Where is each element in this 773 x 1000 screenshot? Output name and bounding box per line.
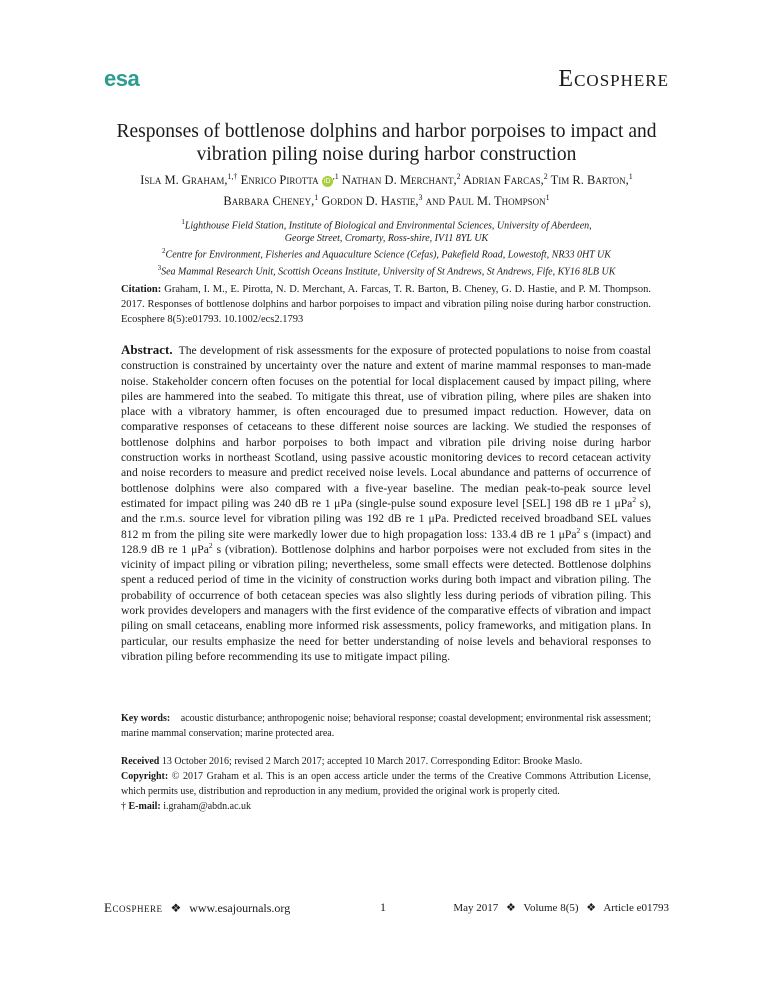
affiliations [110, 216, 663, 278]
abstract-text: s (vibration). Bottlenose dolphins and harbor porpoises were not excluded from sites in the vicinity of impact piling or vibration piling; nevertheless, some small effects were detected. Bottlenose dolphins spent a reduced period of time in the vicinity of construction works during both impact and vibration piling. The probability of occurrence of both cetacean species was also slightly less during periods of vibration piling. This work provides developers and managers with the first evidence of the comparative effects of vibration and impact piling on small cetaceans, enabling more informed risk assessments, policy frameworks, and mitigation plans. In particular, our results emphasize the need for better understanding of noise levels and behavioral responses to vibration piling before recommending its use to mitigate impact piling. [121, 542, 651, 663]
affiliation-line: George Street, Cromarty, Ross-shire, IV11 8YL UK [284, 233, 489, 245]
journal-name: Ecosphere [558, 66, 669, 92]
footer-volume: Volume 8(5) [523, 902, 579, 914]
footer-date: May 2017 [453, 902, 499, 914]
citation-label: Citation: [121, 284, 162, 295]
copyright-label: Copyright: [121, 771, 169, 782]
citation [121, 282, 651, 327]
author-conjunction: and [425, 194, 446, 209]
author-name: Enrico Pirotta [240, 173, 319, 188]
affiliation-line: $^3$Sea Mammal Research Unit, Scottish Oceans Institute, University of St Andrews, St Andrews, Fife, KY16 8LB UK [157, 263, 616, 277]
diamond-separator-icon: ❖ [170, 901, 182, 915]
citation-text: Graham, I. M., E. Pirotta, N. D. Merchant, A. Farcas, T. R. Barton, B. Cheney, G. D. Hastie, and P. M. Thompson. 2017. Responses of bottlenose dolphins and harbor porpoises to impact and vibration piling noise during harbor construction. Ecosphere 8(5):e01793. 10.1002/ecs2.1793 [121, 284, 651, 325]
footer-issue-info [453, 901, 669, 914]
author-name: Nathan D. Merchant, [341, 173, 457, 188]
author-name: Tim R. Barton, [550, 173, 629, 188]
received-label: Received [121, 756, 160, 767]
received-text: 13 October 2016; revised 2 March 2017; accepted 10 March 2017. Corresponding Editor: Brooke Maslo. [161, 756, 583, 767]
email-address[interactable]: i.graham@abdn.ac.uk [163, 801, 252, 812]
author-affil-mark: 1 [314, 193, 319, 203]
author-affil-mark: 3 [418, 193, 423, 203]
footer-journal-name: Ecosphere [104, 900, 163, 915]
article-title: Responses of bottlenose dolphins and harbor porpoises to impact and vibration piling noise during harbor construction [116, 121, 657, 165]
author-name: Isla M. Graham, [140, 173, 228, 188]
copyright [121, 769, 651, 799]
author-affil-mark: 2 [543, 172, 548, 181]
footer-journal [104, 900, 290, 916]
author-name: Gordon D. Hastie, [321, 194, 419, 209]
author-affil-mark: 1 [628, 172, 633, 181]
diamond-separator-icon: ❖ [586, 902, 597, 914]
abstract-text: s), and the r.m.s. source level for vibration piling was 192 dB re 1 μPa. Predicted received broadband SEL values 812 m from the piling site were markedly lower due to high propagation loss: 133.4 dB re 1 μPa [121, 496, 652, 541]
received-dates [121, 754, 651, 769]
keywords [121, 711, 651, 741]
author-list [90, 168, 683, 210]
page-number: 1 [380, 900, 386, 914]
diamond-separator-icon: ❖ [505, 902, 516, 914]
abstract-text: s (impact) and 128.9 dB re 1 μPa [121, 527, 651, 556]
footer-article: Article e01793 [603, 902, 669, 914]
abstract-label: Abstract. [121, 342, 173, 357]
affiliation-line: $^2$Centre for Environment, Fisheries and Aquaculture Science (Cefas), Pakefield Road, Lowestoft, NR33 0HT UK [162, 247, 611, 261]
copyright-text: © 2017 Graham et al. This is an open access article under the terms of the Creative Commons Attribution License, which permits use, distribution and reproduction in any medium, provided the original work is properly cited. [121, 771, 652, 797]
keywords-text: acoustic disturbance; anthropogenic noise; behavioral response; coastal development; environmental risk assessment; marine mammal conservation; marine protected area. [121, 713, 651, 739]
author-affil-mark: 2 [456, 172, 461, 181]
orcid-icon[interactable]: iD [322, 176, 333, 187]
author-name: Adrian Farcas, [463, 173, 544, 188]
author-affil-mark: ,1 [332, 172, 339, 181]
abstract-text: The development of risk assessments for the exposure of protected populations to noise from coastal construction is constrained by uncertainty over the nature and extent of marine mammal responses to man-made noise. Stakeholder concern often focuses on the potential for local displacement caused by impact piling, where piles are hammered into the seabed. To mitigate this threat, use of vibration piling, where piles are shaken into place with a vibratory hammer, is often encouraged due to presumed impact reduction. However, data on comparative responses of cetaceans to these different noise sources are lacking. We studied the responses of bottlenose dolphins and harbor porpoises to both impact and vibration pile driving noise during harbor construction works in northeast Scotland, using passive acoustic monitoring devices to record cetacean activity and noise recorders to measure and predict received noise levels. Local abundance and patterns of occurrence of bottlenose dolphins were also compared with a five-year baseline. The median peak-to-peak source level estimated for impact piling was 240 dB re 1 μPa (single-pulse sound exposure level [SEL] 198 dB re 1 μPa [121, 344, 651, 510]
author-name: Barbara Cheney, [223, 194, 315, 209]
author-affil-mark: 1 [545, 193, 550, 203]
footer-website[interactable]: www.esajournals.org [189, 901, 291, 915]
esa-logo: esa [104, 66, 140, 91]
email-label: E-mail: [128, 801, 161, 812]
keywords-label: Key words: [121, 713, 171, 724]
abstract: Abstract. The development of risk assessments for the exposure of protected populations to noise from coastal construction is constrained by uncertainty over the nature and extent of marine mammal responses to man-made noise. Stakeholder concern often focuses on the potential for local displacement caused by impact piling, where piles are hammered into the seabed. To mitigate this threat, use of vibration piling, where piles are shaken into place with a vibratory hammer, is often encouraged due to presumed impact reduction. However, data on comparative responses of cetaceans to these different noise sources are lacking. We studied the responses of bottlenose dolphins and harbor porpoises to both impact and vibration pile driving noise during harbor construction works in northeast Scotland, using passive acoustic monitoring devices to record cetacean activity and noise recorders to measure and predict received noise levels. Local abundance and patterns of occurrence of bottlenose dolphins were also compared with a five-year baseline. The median peak-to-peak source level estimated for impact piling was 240 dB re 1 μPa (single-pulse sound exposure level [SEL] 198 dB re 1 μPa$^2$ s), and the r.m.s. source level for vibration piling was 192 dB re 1 μPa. Predicted received broadband SEL values 812 m from the piling site were markedly lower due to high propagation loss: 133.4 dB re 1 μPa$^2$ s (impact) and 128.9 dB re 1 μPa$^2$ s (vibration). Bottlenose dolphins and harbor porpoises were not excluded from sites in the vicinity of impact piling or vibration piling; nevertheless, some small effects were detected. Bottlenose dolphins spent a reduced period of time in the vicinity of construction works during both impact and vibration piling. The probability of occurrence of both cetacean species was also slightly less during periods of vibration piling. This work provides developers and managers with the first evidence of the comparative effects of vibration and impact piling on small cetaceans, enabling more informed risk assessments, policy frameworks, and mitigation plans. In particular, our results emphasize the need for better understanding of noise levels and behavioral responses to vibration piling before recommending its use to mitigate impact piling. [121, 342, 652, 663]
corresponding-email [121, 799, 651, 814]
author-affil-mark: 1,† [227, 172, 238, 181]
dagger-mark: † [121, 801, 126, 812]
author-name: Paul M. Thompson [448, 194, 546, 209]
affiliation-line: $^1$Lighthouse Field Station, Institute of Biological and Environmental Sciences, University of Aberdeen, [181, 218, 592, 232]
